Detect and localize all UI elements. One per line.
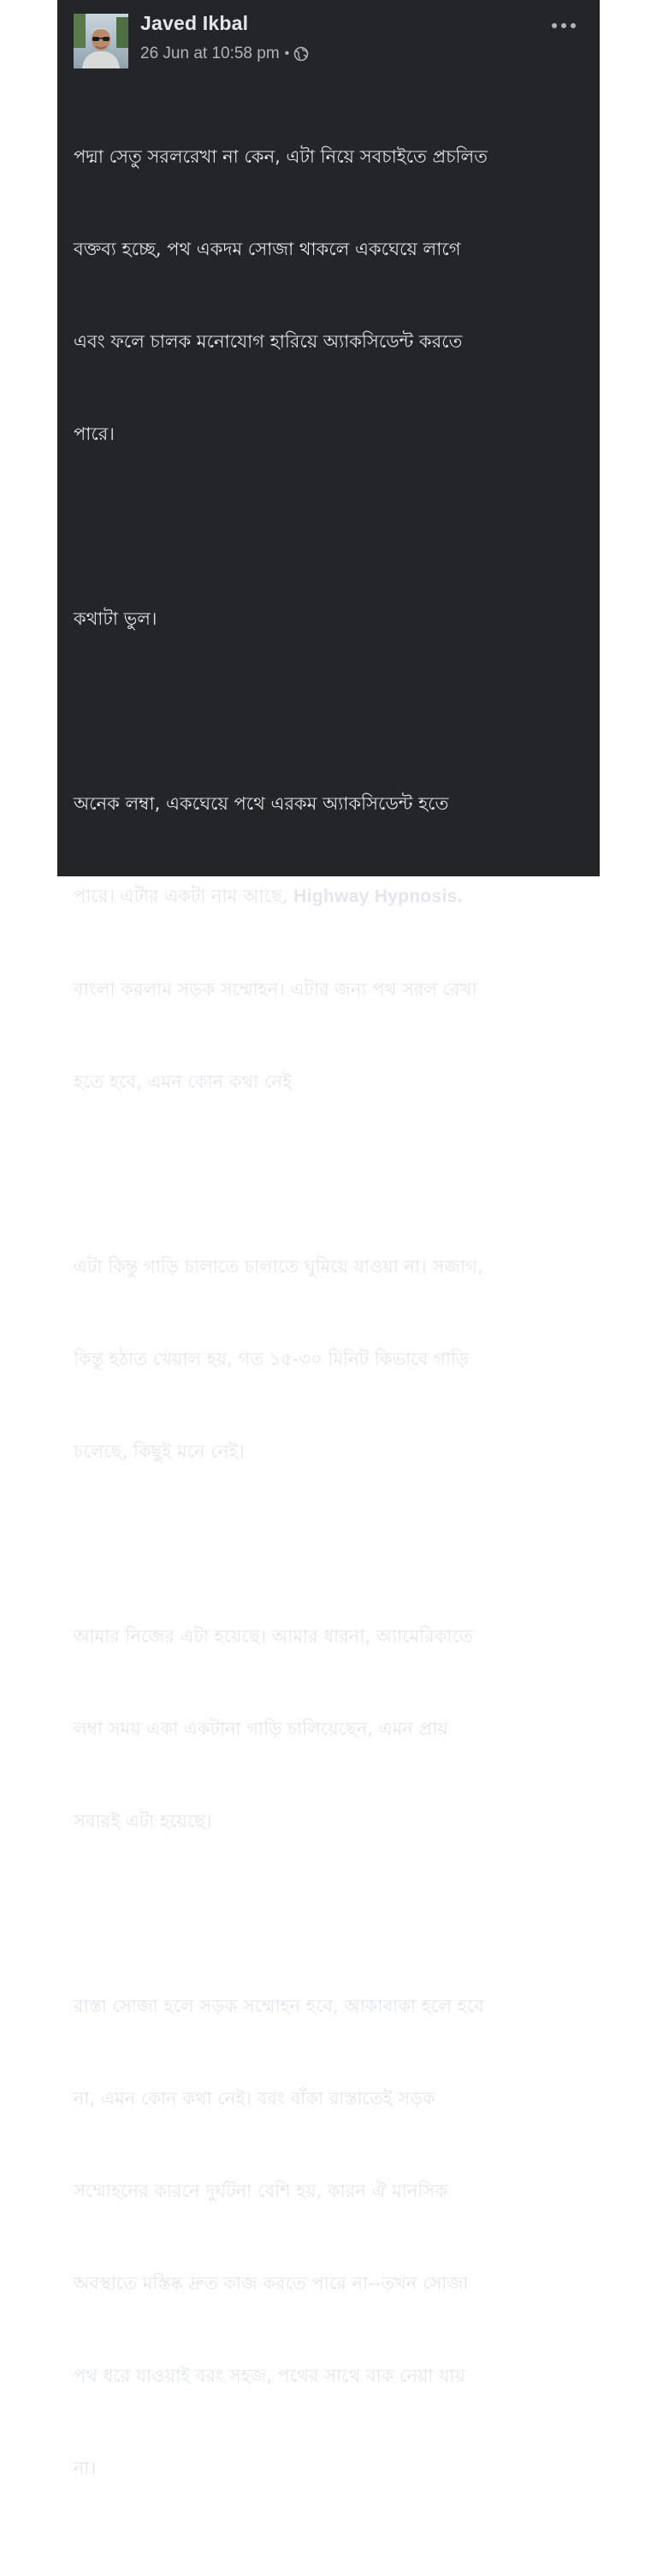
text-line: আমার নিজের এটা হয়েছে। আমার ধারনা, অ্যামেরিকাতে [74,1626,473,1647]
post-paragraph [74,1559,587,1898]
text-line [74,881,587,912]
globe-icon[interactable] [293,46,309,62]
text-line: বাংলা করলাম সড়ক সম্মোহন। এটার জন্য পথ সরল রেখা [74,979,477,1000]
text-line: পদ্মা সেতু সরলরেখা না কেন, এটা নিয়ে সবচাইতে প্রচলিত [74,146,488,167]
post-header [57,0,600,77]
author-name[interactable]: Javed Ikbal [140,12,249,34]
highway-hypnosis-term: Highway Hypnosis. [293,887,463,906]
meta-separator: • [284,46,290,61]
text-line: বক্তব্য হচ্ছে, পথ একদম সোজা থাকলে একঘেয়ে লাগে [74,239,461,259]
text-line: সম্মোহনের কারনে দুর্ঘটনা বেশি হয়, কারন ঐ মানসিক [74,2181,447,2201]
text-line: লম্বা সময় একা একটানা গাড়ি চালিয়েছেন, এমন প্রায় [74,1718,448,1739]
post-paragraph [74,80,587,511]
text-segment: পারে। এটার একটা নাম আছে, [74,886,294,906]
more-horizontal-icon [571,23,576,28]
avatar-photo-icon [74,14,128,68]
text-line: না। [74,2458,97,2478]
post-paragraph [74,1929,587,2545]
text-line: অবস্থাতে মস্তিষ্ক দ্রুত কাজ করতে পারে না--তখন সোজা [74,2273,469,2294]
text-line: কথাটা ভুল। [74,608,157,629]
facebook-post [57,0,600,2478]
text-line: না, এমন কোন কথা নেই। বরং বাঁকা রাস্তাতেই সড়ক [74,2088,435,2109]
text-line: রাস্তা সোজা হলে সড়ক সম্মোহন হবে, আকাবাকা হলে হবে [74,1996,484,2016]
more-horizontal-icon [561,23,566,28]
post-body [74,80,587,2576]
more-horizontal-icon [552,23,557,28]
more-options-button[interactable] [547,15,581,36]
author-avatar[interactable] [74,14,128,68]
post-paragraph [74,542,587,696]
text-line: এবং ফলে চালক মনোযোগ হারিয়ে অ্যাকসিডেন্ট করতে [74,331,463,352]
text-line: হতে হবে, এমন কোন কথা নেই [74,1071,292,1092]
post-paragraph [74,1190,587,1528]
text-line: অনেক লম্বা, একঘেয়ে পথে এরকম অ্যাকসিডেন্ট হতে [74,793,449,814]
text-line: এটা কিন্তু গাড়ি চালাতে চালাতে ঘুমিয়ে যাওয়া না। সজাগ, [74,1256,483,1277]
text-line: পারে। [74,424,115,444]
text-line: চলেছে, কিছুই মনে নেই। [74,1441,245,1462]
text-line: পথ ধরে যাওয়াই বরং সহজ, পথের সাথে বাক নেয়া যায় [74,2365,465,2386]
text-line: কিন্তু হঠাত খেয়াল হয়, গত ১৫-৩০ মিনিট কিভাবে গাড়ি [74,1349,469,1369]
post-timestamp[interactable]: 26 Jun at 10:58 pm [140,45,280,62]
post-meta [140,45,309,63]
text-line: সবারই এটা হয়েছে। [74,1811,212,1831]
post-paragraph [74,727,587,1159]
